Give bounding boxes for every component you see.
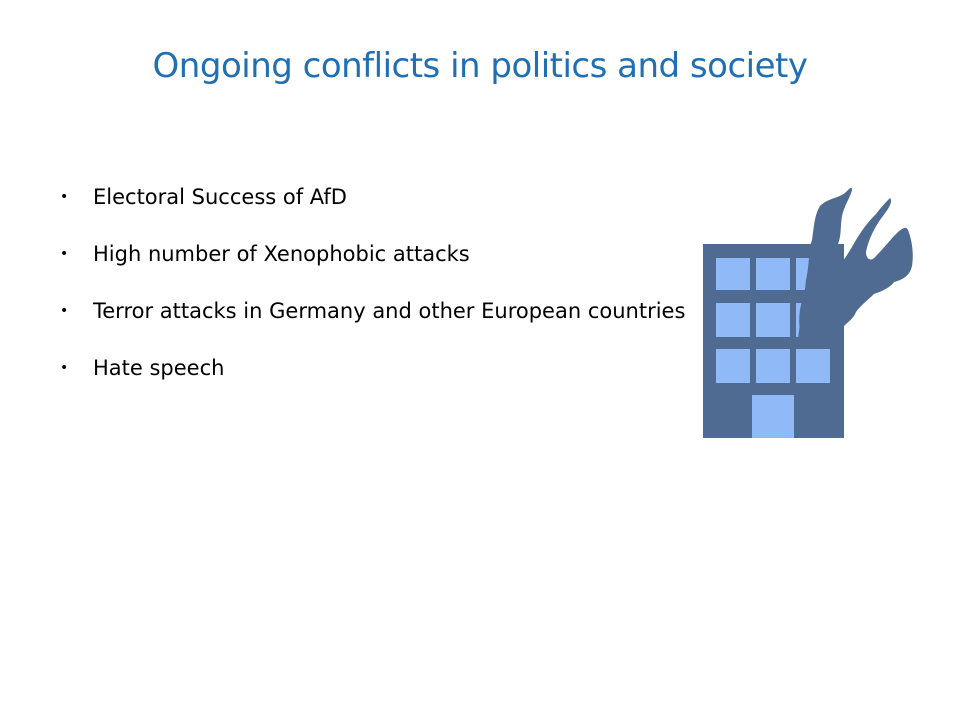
bullet-text: High number of Xenophobic attacks: [93, 242, 470, 266]
bullet-text: Terror attacks in Germany and other European countries: [93, 299, 686, 323]
bullet-dot: •: [60, 360, 69, 376]
bullet-dot: •: [60, 189, 69, 205]
slide-title: Ongoing conflicts in politics and society: [152, 46, 808, 86]
window: [716, 349, 750, 383]
bullet-item: [60, 180, 720, 237]
burning-building-icon: [700, 185, 920, 440]
window: [756, 349, 790, 383]
bullet-text: Hate speech: [93, 356, 225, 380]
door: [752, 395, 794, 438]
bullet-item: [60, 351, 720, 408]
bullet-dot: •: [60, 246, 69, 262]
window: [756, 303, 790, 337]
window: [716, 303, 750, 337]
window: [796, 349, 830, 383]
bullet-dot: •: [60, 303, 69, 319]
bullet-item: [60, 294, 720, 351]
window: [756, 258, 790, 290]
window: [716, 258, 750, 290]
flames-icon: [798, 188, 913, 340]
bullet-list: [60, 180, 720, 408]
bullet-item: [60, 237, 720, 294]
bullet-text: Electoral Success of AfD: [93, 185, 347, 209]
